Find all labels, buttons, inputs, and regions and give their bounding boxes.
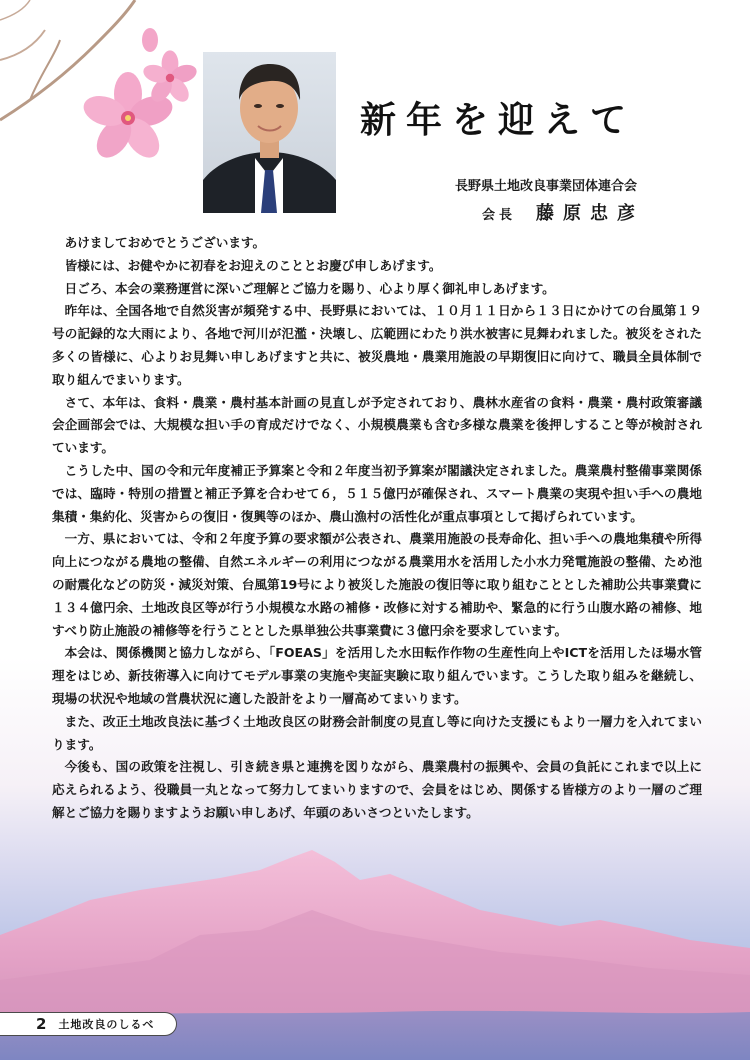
paragraph: また、改正土地改良法に基づく土地改良区の財務会計制度の見直し等に向けた支援にもより一層力を入れてまいります。 (52, 713, 702, 752)
paragraph: あけましておめでとうございます。 (64, 235, 266, 250)
chairman-name: 藤原忠彦 (536, 203, 645, 224)
paragraph: 一方、県においては、令和２年度予算の要求額が公表され、農業用施設の長寿命化、担い手への農地集積や所得向上につながる農地の整備、自然エネルギーの利用につながる農業用水を活用した小水力発電施設の整備、ため池の耐震化などの防災・減災対策、台風第19号により被災した施設の復旧等に取り組むこととした補助公共事業費に１３４億円余、土地改良区等が行う小規模な水路の補修・改修に対する補助や、緊急的に行う山腹水路の補修、地すべり防止施設の補修等を行うこととした県単独公共事業費に３億円余を要求しています。 (52, 531, 702, 638)
page-number: 2 (36, 1015, 47, 1033)
cherry-blossom-illustration (0, 0, 200, 180)
paragraph: 昨年は、全国各地で自然災害が頻発する中、長野県においては、１０月１１日から１３日にかけての台風第１９号の記録的な大雨により、各地で河川が氾濫・決壊し、広範囲にわたり洪水被害に見舞われました。被災をされた多くの皆様に、心よりお見舞い申しあげますと共に、被災農地・農業用施設の早期復旧に向けて、職員全員体制で取り組んでまいります。 (52, 303, 702, 387)
organization-name: 長野県土地改良事業団体連合会 (455, 179, 638, 194)
page-footer (0, 1012, 177, 1036)
paragraph: 本会は、関係機関と協力しながら、「FOEAS」を活用した水田転作作物の生産性向上やICTを活用したほ場水管理をはじめ、新技術導入に向けてモデル事業の実施や実証実験に取り組んでいます。こうした取り組みを継続し、現場の状況や地域の営農状況に適した設計をより一層高めてまいります。 (52, 645, 702, 706)
chairman-signature (482, 199, 644, 225)
chairman-portrait (203, 52, 336, 213)
paragraph: 日ごろ、本会の業務運営に深いご理解とご協力を賜り、心より厚く御礼申しあげます。 (64, 280, 555, 296)
publication-title: 土地改良のしるべ (58, 1018, 155, 1031)
paragraph: 皆様には、お健やかに初春をお迎えのこととお慶び申しあげます。 (64, 257, 442, 273)
paragraph: こうした中、国の令和元年度補正予算案と令和２年度当初予算案が閣議決定されました。農業農村整備事業関係では、臨時・特別の措置と補正予算を合わせて６，５１５億円が確保され、スマート農業の実現や担い手への農地集積・集約化、災害からの復旧・復興等のほか、農山漁村の活性化が重点事項として掲げられています。 (52, 462, 702, 524)
paragraph: 今後も、国の政策を注視し、引き続き県と連携を図りながら、農業農村の振興や、会員の負託にこれまで以上に応えられるよう、役職員一丸となって努力してまいりますので、会員をはじめ、関係する皆様方のより一層のご理解とご協力を賜りますようお願い申しあげ、年頭のあいさつといたします。 (52, 759, 702, 820)
chairman-role: 会長 (482, 208, 517, 223)
paragraph: さて、本年は、食料・農業・農村基本計画の見直しが予定されており、農林水産省の食料・農業・農村政策審議会企画部会では、大規模な担い手の育成だけでなく、小規模農業も含む多様な農業を後押しすること等が検討されています。 (52, 394, 702, 456)
greeting-body (52, 232, 702, 825)
page-title: 新年を迎えて (360, 100, 637, 141)
